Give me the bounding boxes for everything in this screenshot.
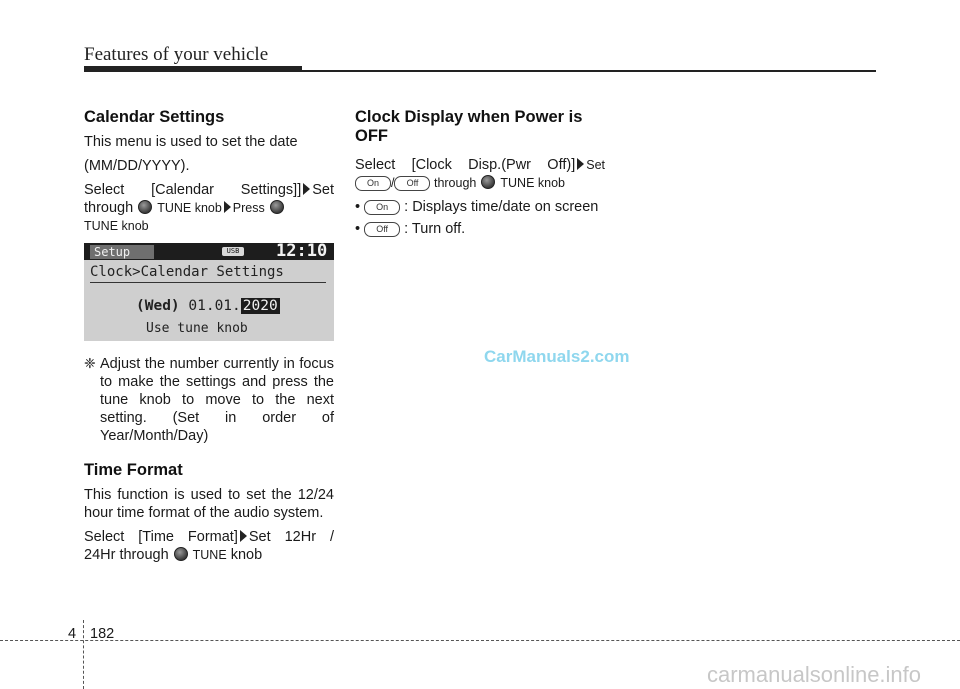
on-button-icon: On	[355, 176, 391, 191]
site-watermark: carmanualsonline.info	[707, 662, 922, 687]
time-format-heading: Time Format	[84, 461, 183, 479]
adjust-note: ❈ Adjust the number currently in focus to make the settings and press the tune knob to move to the next setting. (Set in order of Year/Month/Day)	[84, 355, 334, 444]
calendar-select-line: Select [Calendar Settings]] Set	[84, 182, 334, 198]
screen-date: (Wed) 01.01. 2020	[136, 298, 278, 314]
screen-setup-tab: Setup	[90, 245, 154, 259]
off-button-icon: Off	[394, 176, 430, 191]
calendar-intro-2: (MM/DD/YYYY).	[84, 158, 190, 174]
setup-screen	[84, 243, 334, 341]
tune-knob-icon	[481, 175, 495, 189]
calendar-tune-knob-label: TUNE knob	[84, 219, 149, 233]
off-button-icon: Off	[364, 222, 400, 237]
usb-icon: USB	[222, 247, 244, 256]
clock-off-bullet: • Off : Turn off.	[355, 221, 466, 237]
calendar-heading: Calendar Settings	[84, 108, 225, 126]
time-format-desc: This function is used to set the 12/24 hour time format of the audio system.	[84, 487, 334, 521]
screen-divider	[90, 282, 326, 283]
calendar-intro-1: This menu is used to set the date	[84, 134, 298, 150]
note-mark-icon: ❈	[84, 355, 96, 371]
screen-tip: Use tune knob	[146, 321, 248, 336]
arrow-right-icon	[303, 183, 310, 195]
screen-breadcrumb: Clock>Calendar Settings	[90, 264, 284, 280]
left-column	[84, 108, 334, 564]
header-bar-thin	[302, 70, 876, 72]
arrow-right-icon	[224, 201, 231, 213]
on-button-icon: On	[364, 200, 400, 215]
footer-divider-horizontal	[0, 640, 960, 641]
watermark: CarManuals2.com	[484, 347, 630, 366]
chapter-number: 4	[68, 626, 77, 642]
time-format-select-line: Select [Time Format] Set 12Hr /	[84, 529, 334, 545]
clock-on-bullet: • On : Displays time/date on screen	[355, 199, 599, 215]
tune-knob-icon	[138, 200, 152, 214]
clock-display-through-line: On / Off through TUNE knob	[355, 174, 605, 192]
page-number: 182	[90, 626, 115, 642]
clock-display-select-line: Select [Clock Disp.(Pwr Off)] Set	[355, 157, 605, 173]
arrow-right-icon	[240, 530, 247, 542]
tune-knob-icon	[270, 200, 284, 214]
right-column	[355, 108, 605, 238]
time-format-through-line: 24Hr through TUNE knob	[84, 547, 263, 563]
clock-display-heading: Clock Display when Power is OFF	[355, 108, 583, 145]
footer-divider-vertical	[83, 620, 84, 689]
tune-knob-icon	[174, 547, 188, 561]
calendar-through-line: through TUNE knob Press	[84, 199, 334, 217]
header-bar-thick	[84, 66, 302, 72]
header-title: Features of your vehicle	[84, 44, 269, 65]
screen-clock: 12:10	[276, 243, 328, 261]
arrow-right-icon	[577, 158, 584, 170]
